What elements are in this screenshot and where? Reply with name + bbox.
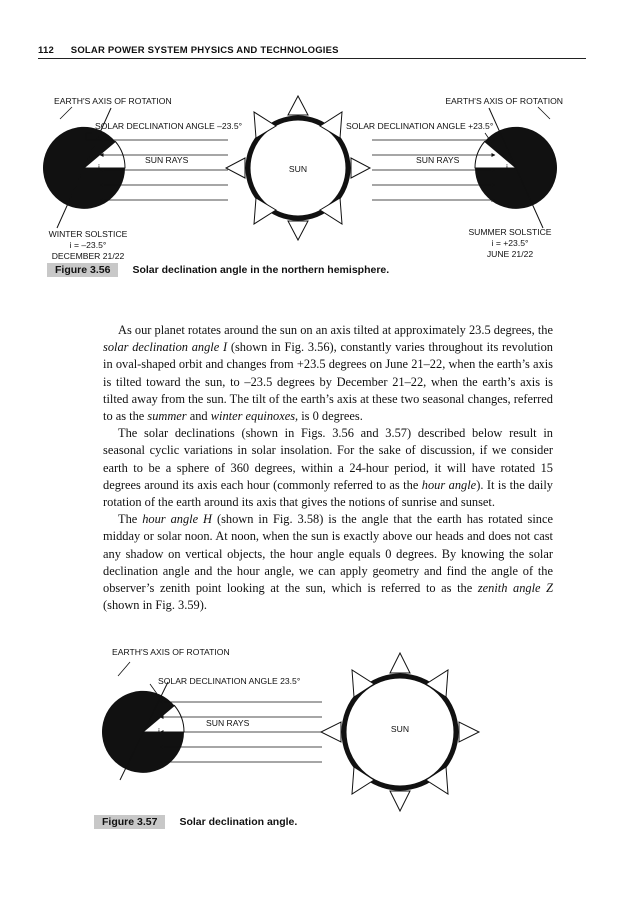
paragraph-3: The hour angle H (shown in Fig. 3.58) is the angle that the earth has rotated since midday or solar noon. At noon, when the sun is exactly above our heads and does not cast any shadow on vertical objects, the hour angle equals 0 degrees. By knowing the solar declination angle and the hour angle, we can apply geometry and find the angle of the observer’s zenith point looking at the sun, which is referred to as the zenith angle Z (shown in Fig. 3.59). (103, 512, 553, 613)
figure-label: Figure 3.57 (94, 815, 165, 829)
running-title: SOLAR POWER SYSTEM PHYSICS AND TECHNOLOGIES (70, 45, 339, 56)
axis-label: EARTH'S AXIS OF ROTATION (112, 647, 230, 657)
sun-figure-356 (226, 96, 370, 240)
caption-text: Solar declination angle. (179, 816, 298, 828)
earth-angle-symbol: i (98, 162, 100, 172)
right-rays-label: SUN RAYS (416, 155, 460, 165)
figure-3-57 (0, 620, 622, 820)
left-axis-leader (60, 107, 72, 119)
winter-solstice-title: WINTER SOLSTICE (48, 229, 128, 239)
axis-leader (118, 662, 130, 676)
sun-label: SUN (288, 164, 308, 174)
summer-solstice-date: JUNE 21/22 (486, 249, 534, 259)
sun-rays-right (372, 140, 495, 200)
figure-3-56-caption (47, 263, 389, 277)
earth-angle-symbol: i (506, 162, 508, 172)
right-axis-label: EARTH'S AXIS OF ROTATION (445, 96, 563, 106)
sun-label: SUN (390, 724, 410, 734)
caption-text: Solar declination angle in the northern hemisphere. (132, 264, 390, 276)
right-declination-label: SOLAR DECLINATION ANGLE +23.5° (346, 121, 494, 131)
left-declination-label: SOLAR DECLINATION ANGLE –23.5° (95, 121, 243, 131)
earth-angle-symbol: i (158, 726, 160, 736)
paragraph-2: The solar declinations (shown in Figs. 3.56 and 3.57) described below result in seasonal cyclic variations in solar insolation. For the sake of discussion, if we consider earth to be a sphere of 360 degrees, within a 24-hour period, it will have rotated 15 degrees around its axis each hour (commonly referred to as the hour angle). It is the daily rotation of the earth around its axis that gives the notions of sunrise and sunset. (103, 426, 553, 510)
declination-label: SOLAR DECLINATION ANGLE 23.5° (158, 676, 301, 686)
right-axis-leader (538, 107, 550, 119)
left-rays-label: SUN RAYS (145, 155, 189, 165)
earth-figure-357 (102, 682, 184, 780)
figure-3-56 (0, 0, 622, 300)
summer-solstice-title: SUMMER SOLSTICE (468, 227, 552, 237)
winter-solstice-date: DECEMBER 21/22 (51, 251, 125, 261)
paragraph-1: As our planet rotates around the sun on an axis tilted at approximately 23.5 degrees, the solar declination angle I (shown in Fig. 3.56), constantly varies throughout its revolution in oval-shaped orbit and changes from +23.5 degrees on June 21–22, when the earth’s axis is tilted toward the sun, to –23.5 degrees by December 21–22, when the earth’s axis is tilted away from the sun. The tilt of the earth’s axis at these two seasonal changes, referred to as the summer and winter equinoxes, is 0 degrees. (103, 323, 553, 424)
page-number: 112 (38, 45, 54, 56)
summer-solstice-angle: i = +23.5° (491, 238, 529, 248)
left-axis-label: EARTH'S AXIS OF ROTATION (54, 96, 172, 106)
sun-rays (160, 702, 322, 762)
body-text (103, 322, 553, 614)
figure-3-57-caption (94, 815, 297, 829)
rays-label: SUN RAYS (206, 718, 250, 728)
figure-label: Figure 3.56 (47, 263, 118, 277)
sun-figure-357 (321, 653, 479, 811)
winter-solstice-angle: i = –23.5° (69, 240, 107, 250)
